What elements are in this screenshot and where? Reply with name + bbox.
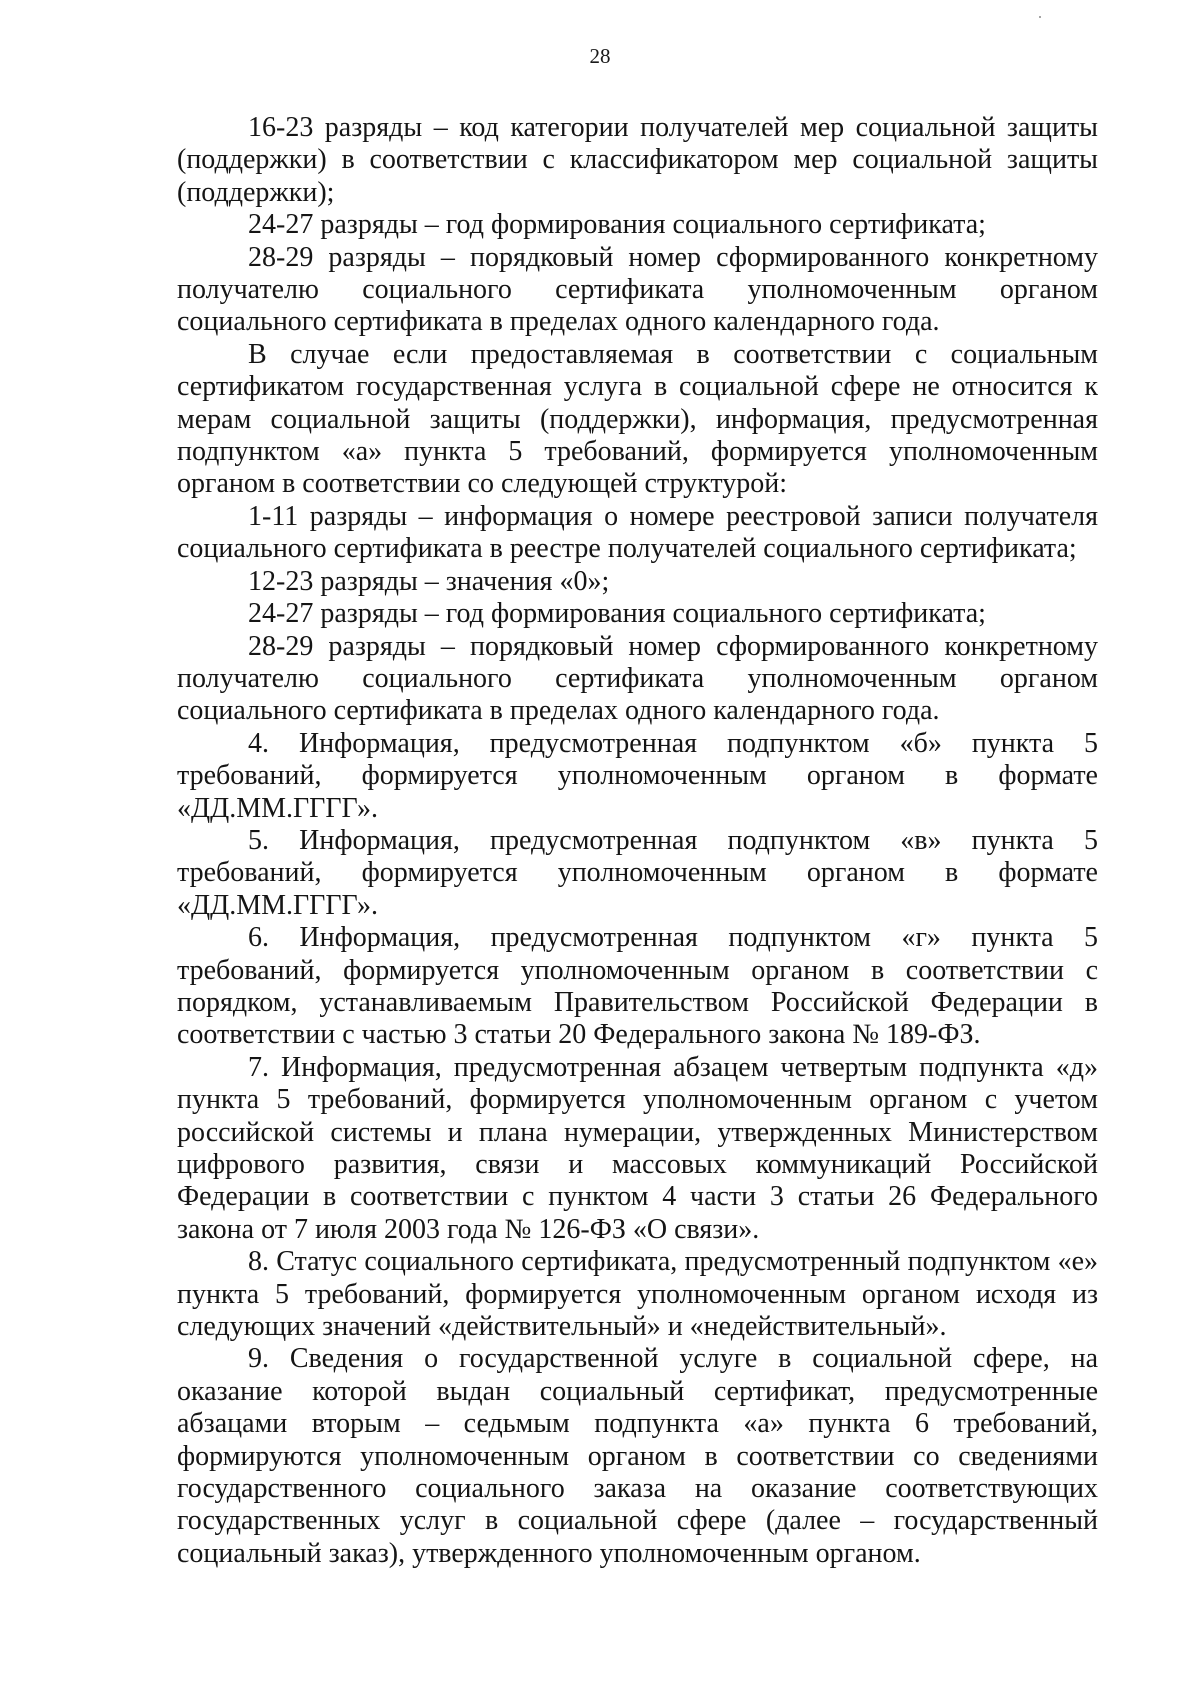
- paragraph-item-4: 4. Информация, предусмотренная подпунктом «б» пункта 5 требований, формируется уполномоченным органом в формате «ДД.ММ.ГГГГ».: [177, 727, 1098, 824]
- paragraph-digits-12-23: 12-23 разряды – значения «0»;: [248, 565, 610, 597]
- paragraph-item-7: 7. Информация, предусмотренная абзацем четвертым подпункта «д» пункта 5 требований, формируется уполномоченным органом с учетом российской системы и плана нумерации, утвержденных Министерством цифрового развития, связи и массовых коммуникаций Российской Федерации в соответствии с пунктом 4 части 3 статьи 26 Федерального закона от 7 июля 2003 года № 126-ФЗ «О связи».: [177, 1051, 1098, 1245]
- scan-speck: [1039, 16, 1041, 18]
- page-number: 28: [589, 44, 611, 68]
- paragraph-item-9: 9. Сведения о государственной услуге в социальной сфере, на оказание которой выдан социальный сертификат, предусмотренные абзацами вторым – седьмым подпункта «а» пункта 6 требований, формируются уполномоченным органом в соответствии со сведениями государственного социального заказа на оказание соответствующих государственных услуг в социальной сфере (далее – государственный социальный заказ), утвержденного уполномоченным органом.: [177, 1343, 1098, 1569]
- paragraph-digits-16-23: 16-23 разряды – код категории получателей мер социальной защиты (поддержки) в соответствии с классификатором мер социальной защиты (поддержки);: [177, 112, 1098, 208]
- paragraph-digits-1-11: 1-11 разряды – информация о номере реестровой записи получателя социального сертификата в реестре получателей социального сертификата;: [177, 500, 1098, 565]
- paragraph-digits-28-29: 28-29 разряды – порядковый номер сформированного конкретному получателю социального сертификата уполномоченным органом социального сертификата в пределах одного календарного года.: [177, 241, 1098, 338]
- document-body: [177, 112, 1098, 1570]
- paragraph-item-6: 6. Информация, предусмотренная подпунктом «г» пункта 5 требований, формируется уполномоченным органом в соответствии с порядком, устанавливаемым Правительством Российской Федерации в соответствии с частью 3 статьи 20 Федерального закона № 189-ФЗ.: [177, 922, 1098, 1051]
- paragraph-digits-24-27: 24-27 разряды – год формирования социального сертификата;: [248, 209, 986, 241]
- paragraph-digits-24-27-second: 24-27 разряды – год формирования социального сертификата;: [248, 598, 986, 630]
- paragraph-digits-28-29-second: 28-29 разряды – порядковый номер сформированного конкретному получателю социального сертификата уполномоченным органом социального сертификата в пределах одного календарного года.: [177, 630, 1098, 727]
- paragraph-item-5: 5. Информация, предусмотренная подпунктом «в» пункта 5 требований, формируется уполномоченным органом в формате «ДД.ММ.ГГГГ».: [177, 824, 1098, 921]
- paragraph-non-social-protection-case: В случае если предоставляемая в соответствии с социальным сертификатом государственная услуга в социальной сфере не относится к мерам социальной защиты (поддержки), информация, предусмотренная подпунктом «а» пункта 5 требований, формируется уполномоченным органом в соответствии со следующей структурой:: [177, 338, 1098, 500]
- paragraph-item-8: 8. Статус социального сертификата, предусмотренный подпунктом «е» пункта 5 требований, формируется уполномоченным органом исходя из следующих значений «действительный» и «недействительный».: [177, 1246, 1098, 1343]
